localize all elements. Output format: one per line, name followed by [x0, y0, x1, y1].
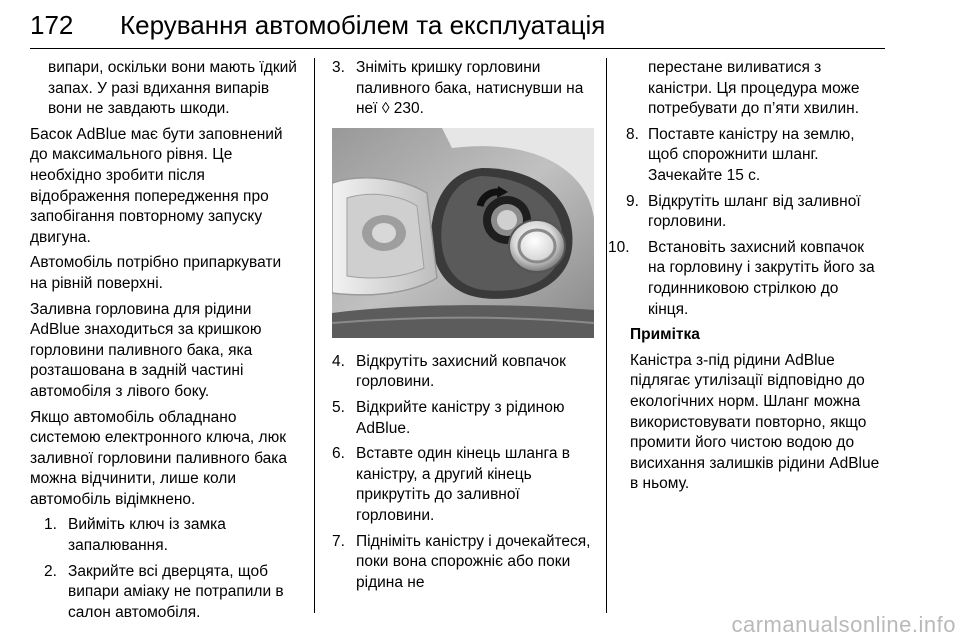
note-title: Примітка	[630, 326, 700, 344]
step-number: 4.	[332, 352, 345, 370]
step-text: Вставте один кінець шланга в каністру, а другий кінець прикрутіть до заливної горловини.	[356, 445, 571, 524]
step-4	[332, 352, 594, 393]
watermark: carmanualsonline.info	[731, 612, 956, 637]
paragraph-continuation: випари, оскільки вони мають їдкий запах. У разі вдихання випарів вони не завдають шкоди.	[48, 59, 297, 118]
page-reference-icon: ◊	[381, 100, 390, 118]
page-number: 172	[30, 10, 74, 40]
step-number: 6.	[332, 445, 345, 463]
step-7-continuation: перестане виливатися з каністри. Ця процедура може потребувати до п’яти хвилин.	[648, 59, 860, 118]
step-text: Поставте каністру на землю, щоб спорожнити шланг. Зачекайте 15 с.	[648, 125, 855, 184]
note-text: Каністра з-під рідини AdBlue підлягає утилізації відповідно до екологічних норм. Шланг можна використовувати повторно, якщо промити його чистою водою до висихання залишків рідини AdBlue в ньому.	[630, 351, 880, 493]
step-6	[332, 444, 594, 526]
column-3	[608, 58, 882, 500]
step-text: Відкрутіть шланг від заливної горловини.	[648, 192, 861, 231]
step-10	[608, 238, 882, 320]
step-8	[620, 125, 882, 187]
step-text: Підніміть каністру і дочекайтеся, поки вона спорожніє або поки рідина не	[356, 532, 591, 591]
page-title: Керування автомобілем та експлуатація	[120, 10, 606, 40]
step-number: 10.	[608, 238, 630, 256]
step-text: Вийміть ключ із замка запалювання.	[68, 516, 226, 555]
step-5	[332, 398, 594, 439]
step-number: 8.	[626, 125, 639, 143]
step-text: Відкрийте каністру з рідиною AdBlue.	[356, 398, 565, 437]
page-reference-link[interactable]: 230.	[389, 100, 424, 118]
column-divider-1	[314, 58, 315, 613]
step-text: Зніміть кришку горловини паливного бака, натиснувши на неї	[356, 59, 584, 118]
step-number: 9.	[626, 192, 639, 210]
column-divider-2	[606, 58, 607, 613]
step-1	[44, 515, 302, 556]
paragraph-parking: Автомобіль потрібно припаркувати на рівній поверхні.	[30, 254, 282, 292]
step-text: Встановіть захисний ковпачок на горловину і закрутіть його за годинниковою стрілкою до кінця.	[648, 238, 875, 318]
step-text: Відкрутіть захисний ковпачок горловини.	[356, 352, 566, 391]
step-9	[620, 192, 882, 233]
step-number: 3.	[332, 59, 345, 76]
paragraph-electronic-key: Якщо автомобіль обладнано системою електронного ключа, люк заливної горловини паливного бака можна відчинити, лише коли автомобіль відімкнено.	[30, 408, 287, 508]
step-2	[44, 562, 302, 624]
column-2	[332, 58, 594, 598]
step-3	[332, 58, 594, 120]
column-1	[30, 58, 302, 628]
step-number: 7.	[332, 532, 345, 550]
step-number: 1.	[44, 516, 57, 534]
page-header	[30, 8, 885, 49]
step-number: 5.	[332, 398, 345, 416]
paragraph-tank-level: Басок AdBlue має бути заповнений до максимального рівня. Це необхідно зробити після відображення попередження про запобігання повторному запуску двигуна.	[30, 125, 283, 246]
paragraph-filler-location: Заливна горловина для рідини AdBlue знаходиться за кришкою горловини паливного бака, яка розташована в задній частині автомобіля з лівого боку.	[30, 300, 262, 400]
step-number: 2.	[44, 562, 57, 580]
step-7	[332, 532, 594, 594]
fuel-filler-illustration	[332, 128, 594, 338]
step-text: Закрийте всі дверцята, щоб випари аміаку не потрапили в салон автомобіля.	[68, 562, 284, 621]
